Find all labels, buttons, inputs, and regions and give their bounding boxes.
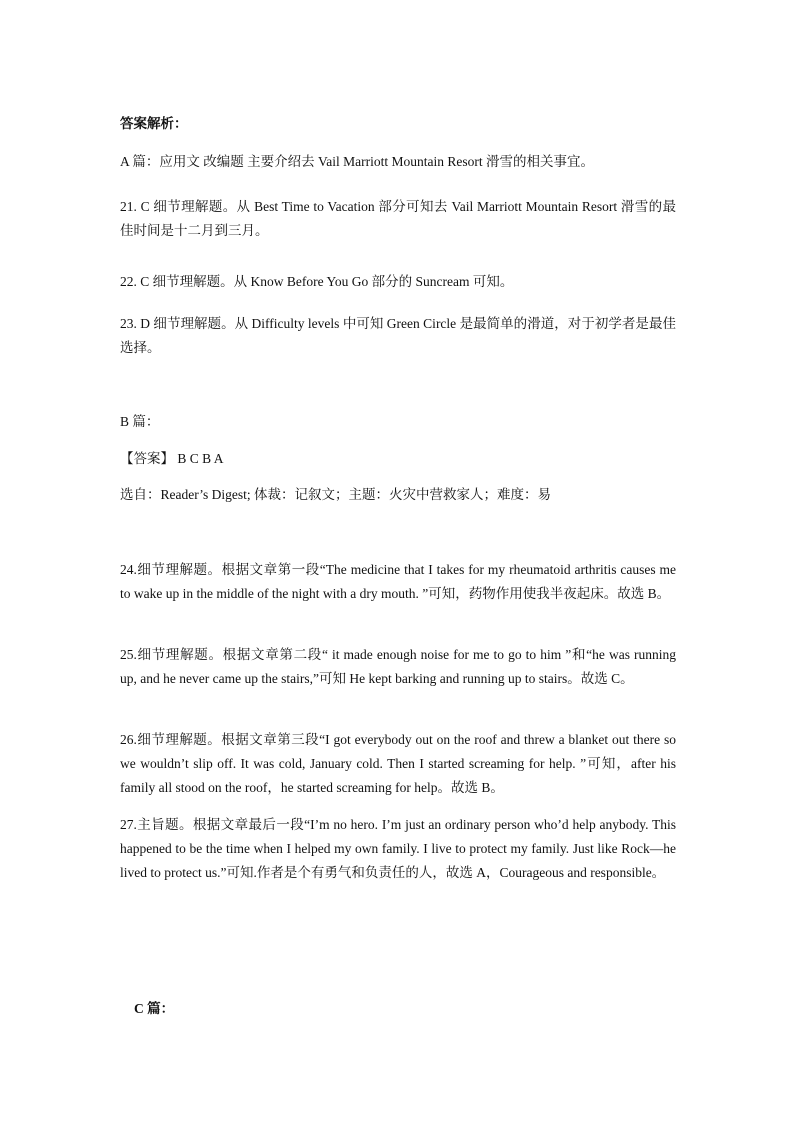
answer-heading: 答案解析： <box>120 116 188 131</box>
question-21-explanation: 21. C 细节理解题。从 Best Time to Vacation 部分可知去 Vail Marriott Mountain Resort 滑雪的最佳时间是十二月到三月。 <box>120 199 676 238</box>
question-27-explanation: 27.主旨题。根据文章最后一段“I’m no hero. I’m just an ordinary person who’d help anybody. This happened to be the time when I helped my own family. I live to protect my family. Just like Rock—he lived to protect us.”可知.作者是个有勇气和负责任的人，故选 A，Courageous and responsible。 <box>120 817 676 880</box>
section-b-source: 选自：Reader’s Digest; 体裁：记叙文；主题：火灾中营救家人；难度：易 <box>120 487 551 502</box>
question-23-explanation: 23. D 细节理解题。从 Difficulty levels 中可知 Green Circle 是最简单的滑道，对于初学者是最佳选择。 <box>120 316 676 355</box>
question-26-explanation: 26.细节理解题。根据文章第三段“I got everybody out on the roof and threw a blanket out there so we wouldn’t slip off. It was cold, January cold. Then I started screaming for help. ”可知，after his family all stood on the roof，he started screaming for help。故选 B。 <box>120 732 676 795</box>
question-25-explanation: 25.细节理解题。根据文章第二段“ it made enough noise for me to go to him ”和“he was running up, and he never came up the stairs,”可知 He kept barking and running up to stairs。故选 C。 <box>120 647 676 686</box>
question-24-explanation: 24.细节理解题。根据文章第一段“The medicine that I takes for my rheumatoid arthritis causes me to wake up in the middle of the night with a dry mouth. ”可知，药物作用使我半夜起床。故选 B。 <box>120 562 676 601</box>
section-b-heading: B 篇： <box>120 414 160 429</box>
section-c-heading: C 篇： <box>134 1001 175 1016</box>
question-22-explanation: 22. C 细节理解题。从 Know Before You Go 部分的 Suncream 可知。 <box>120 274 514 289</box>
section-a-intro: A 篇：应用文 改编题 主要介绍去 Vail Marriott Mountain Resort 滑雪的相关事宜。 <box>120 154 594 169</box>
section-b-answer-key: 【答案】 B C B A <box>120 451 224 466</box>
